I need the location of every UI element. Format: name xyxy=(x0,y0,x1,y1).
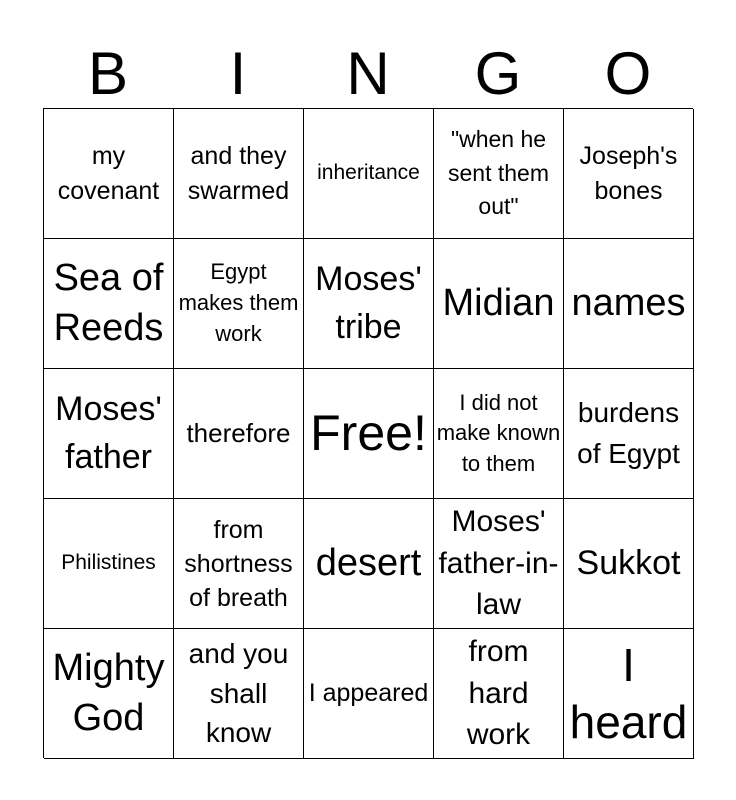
bingo-cell[interactable] xyxy=(564,499,694,629)
cell-text: burdens of Egypt xyxy=(577,396,680,469)
header-letter-o: O xyxy=(604,40,652,107)
bingo-cell[interactable] xyxy=(304,499,434,629)
cell-text: desert xyxy=(315,541,422,584)
bingo-cell[interactable] xyxy=(434,239,564,369)
cell-text: Moses' tribe xyxy=(315,259,422,346)
cell-text: Midian xyxy=(442,281,555,324)
bingo-cell[interactable] xyxy=(174,239,304,369)
cell-text: therefore xyxy=(186,417,291,448)
bingo-cell[interactable] xyxy=(434,109,564,239)
cell-text: Free! xyxy=(310,405,427,461)
cell-text: Sea of Reeds xyxy=(53,257,164,349)
bingo-cell[interactable] xyxy=(434,499,564,629)
bingo-cell[interactable] xyxy=(434,369,564,499)
header-letter-g: G xyxy=(474,40,522,107)
cell-text: Egypt makes them work xyxy=(178,259,299,346)
bingo-cell[interactable] xyxy=(564,629,694,759)
bingo-cell[interactable] xyxy=(174,629,304,759)
bingo-cell[interactable] xyxy=(174,109,304,239)
bingo-cell[interactable] xyxy=(564,369,694,499)
bingo-header xyxy=(43,40,693,108)
cell-text: names xyxy=(571,281,686,324)
cell-text: Moses' father xyxy=(55,389,162,476)
header-letter-i: I xyxy=(229,40,247,107)
bingo-cell[interactable] xyxy=(44,239,174,369)
cell-text: Philistines xyxy=(61,551,156,575)
cell-text: inheritance xyxy=(317,161,420,185)
bingo-cell[interactable] xyxy=(564,109,694,239)
header-letter-n: N xyxy=(346,40,390,107)
cell-text: Joseph's bones xyxy=(579,141,678,205)
cell-text: from shortness of breath xyxy=(184,515,293,612)
bingo-cell-free[interactable] xyxy=(304,369,434,499)
cell-text: Moses' father-in-law xyxy=(438,505,559,622)
bingo-cell[interactable] xyxy=(174,499,304,629)
bingo-cell[interactable] xyxy=(434,629,564,759)
bingo-cell[interactable] xyxy=(44,499,174,629)
bingo-cell[interactable] xyxy=(44,109,174,239)
cell-text: "when he sent them out" xyxy=(448,126,549,220)
bingo-cell[interactable] xyxy=(174,369,304,499)
cell-text: and you shall know xyxy=(188,637,289,749)
header-letter-b: B xyxy=(87,40,129,107)
bingo-cell[interactable] xyxy=(304,629,434,759)
bingo-cell[interactable] xyxy=(304,109,434,239)
cell-text: Sukkot xyxy=(576,543,681,582)
cell-text: Mighty God xyxy=(52,647,165,739)
bingo-cell[interactable] xyxy=(44,369,174,499)
cell-text: and they swarmed xyxy=(187,141,290,205)
cell-text: I did not make known to them xyxy=(436,389,561,476)
bingo-cell[interactable] xyxy=(304,239,434,369)
bingo-grid xyxy=(43,108,693,758)
cell-text: I heard xyxy=(569,639,688,748)
cell-text: I appeared xyxy=(308,679,429,707)
cell-text: my covenant xyxy=(57,141,160,205)
cell-text: from hard work xyxy=(466,635,531,752)
bingo-cell[interactable] xyxy=(44,629,174,759)
bingo-cell[interactable] xyxy=(564,239,694,369)
